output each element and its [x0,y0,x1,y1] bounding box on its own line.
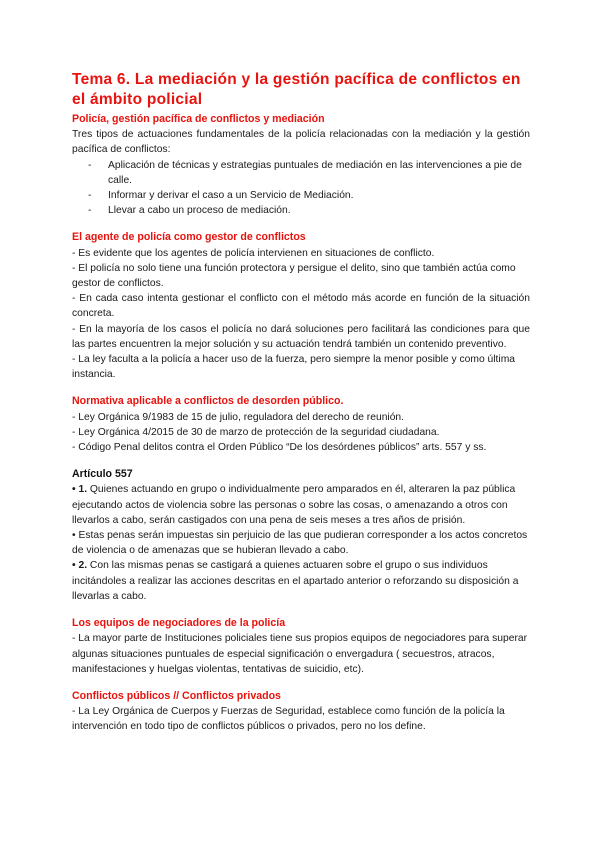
paragraph-text: Quienes actuando en grupo o individualmente pero amparados en él, alteraren la paz pública ejecutando actos de violencia sobre las personas o sobre las cosas, o amenazando a otros con llevarlos a cabo, serán castigados con una pena de seis meses a tres años de prisión. [72,484,516,526]
list-item: - Informar y derivar el caso a un Servicio de Mediación. [72,188,530,203]
paragraph: - En cada caso intenta gestionar el conflicto con el método más acorde en función de la situación concreta. [72,293,530,320]
paragraph: - Ley Orgánica 9/1983 de 15 de julio, reguladora del derecho de reunión. [72,411,405,423]
section-heading: Policía, gestión pacífica de conflictos y mediación [72,113,325,125]
paragraph [72,558,530,604]
paragraph: - Ley Orgánica 4/2015 de 30 de marzo de protección de la seguridad ciudadana. [72,426,440,438]
paragraph: - Es evidente que los agentes de policía intervienen en situaciones de conflicto. [72,247,435,259]
bullet-marker: • 1. [72,484,88,496]
paragraph: - La ley faculta a la policía a hacer uso de la fuerza, pero siempre la menor posible y como última instancia. [72,354,515,381]
dash-list [72,158,530,219]
paragraph: - El policía no solo tiene una función protectora y persigue el delito, sino que también actúa como gestor de conflictos. [72,262,516,290]
paragraph: • Estas penas serán impuestas sin perjuicio de las que pudieran corresponder a los actos concretos de violencia o de amenazas que se hubieran llevado a cabo. [72,530,528,557]
paragraph: - Código Penal delitos contra el Orden Público “De los desórdenes públicos” arts. 557 y ss. [72,442,487,454]
document-content [72,70,530,735]
paragraph: Tres tipos de actuaciones fundamentales de la policía relacionadas con la mediación y la gestión pacífica de conflictos: [72,129,530,156]
bullet-marker: • 2. [72,560,88,572]
paragraph: - En la mayoría de los casos el policía no dará soluciones pero facilitará las condiciones para que las partes encuentren la mejor solución y su actuación tendrá también un contenido preventivo. [72,323,530,350]
page-title: Tema 6. La mediación y la gestión pacífica de conflictos en el ámbito policial [72,71,521,108]
paragraph: - La Ley Orgánica de Cuerpos y Fuerzas de Seguridad, establece como función de la policía la intervención en todo tipo de conflictos públicos o privados, pero no los define. [72,706,505,733]
section-heading: Conflictos públicos // Conflictos privados [72,689,281,702]
list-item: - Aplicación de técnicas y estrategias puntuales de mediación en las intervenciones a pie de calle. [72,158,530,188]
section-heading: Normativa aplicable a conflictos de desorden público. [72,395,344,408]
paragraph [72,482,530,528]
paragraph-text: Con las mismas penas se castigará a quienes actuaren sobre el grupo o sus individuos incitándoles a realizar las acciones descritas en el apartado anterior o reforzando su disposición a llevarlas a cabo. [72,560,519,602]
section-heading: Artículo 557 [72,468,133,481]
list-item: - Llevar a cabo un proceso de mediación. [72,203,530,218]
section-heading: Los equipos de negociadores de la policía [72,617,286,630]
section-heading: El agente de policía como gestor de conflictos [72,231,306,244]
paragraph: - La mayor parte de Instituciones policiales tiene sus propios equipos de negociadores para superar algunas situaciones puntuales de especial significación o envergadura ( secuestros, atracos, manifestaciones y huelgas violentas, tentativas de suicidio, etc). [72,633,528,675]
